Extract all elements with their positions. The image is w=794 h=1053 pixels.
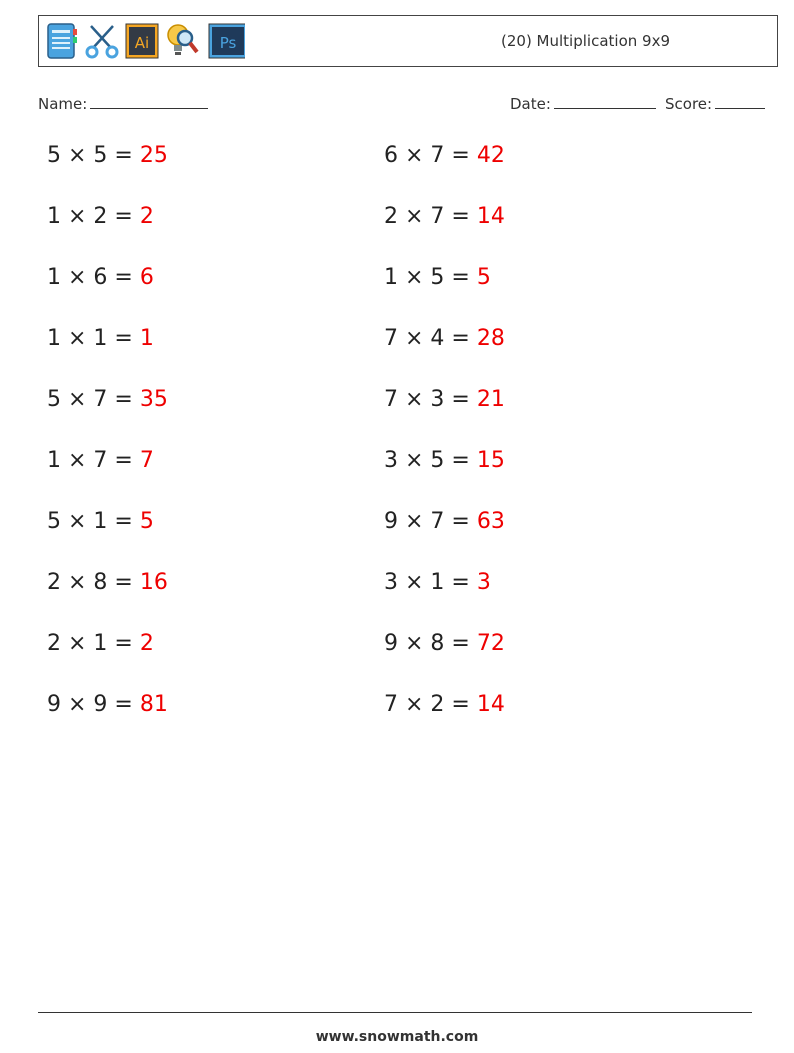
problem-question: 1 × 5 = (384, 265, 477, 290)
problem-answer: 5 (139, 509, 154, 534)
problem-answer: 5 (476, 265, 491, 290)
problem-answer: 21 (476, 387, 505, 412)
lightbulb-magnifier-icon (165, 22, 199, 60)
date-blank[interactable] (554, 94, 656, 109)
problem-item (47, 692, 168, 717)
problem-answer: 35 (139, 387, 168, 412)
name-label: Name: (38, 95, 88, 113)
problem-answer: 14 (476, 692, 505, 717)
score-label: Score: (665, 95, 713, 113)
problem-question: 2 × 1 = (47, 631, 140, 656)
problem-item (384, 509, 505, 534)
problem-item (47, 509, 154, 534)
problem-item (47, 387, 168, 412)
problem-question: 9 × 8 = (384, 631, 477, 656)
problem-answer: 14 (476, 204, 505, 229)
problem-item (47, 143, 168, 168)
problem-answer: 3 (476, 570, 491, 595)
date-label: Date: (510, 95, 551, 113)
problem-item (384, 265, 491, 290)
icon-strip (45, 21, 245, 61)
photoshop-label: Ps (219, 34, 237, 52)
problem-question: 7 × 3 = (384, 387, 477, 412)
problem-question: 2 × 7 = (384, 204, 477, 229)
problem-item (47, 570, 168, 595)
problem-item (47, 204, 154, 229)
date-field (510, 94, 656, 113)
illustrator-label: Ai (134, 34, 150, 52)
problem-item (384, 143, 505, 168)
problem-answer: 72 (476, 631, 505, 656)
problem-question: 3 × 1 = (384, 570, 477, 595)
name-blank[interactable] (90, 94, 208, 109)
problem-item (47, 265, 154, 290)
problem-question: 5 × 1 = (47, 509, 140, 534)
footer-url: www.snowmath.com (315, 1029, 479, 1045)
problem-item (384, 387, 505, 412)
problem-question: 6 × 7 = (384, 143, 477, 168)
score-field (665, 94, 765, 113)
problem-item (47, 631, 154, 656)
problem-question: 9 × 9 = (47, 692, 140, 717)
problem-question: 3 × 5 = (384, 448, 477, 473)
problem-question: 5 × 7 = (47, 387, 140, 412)
problem-item (384, 448, 505, 473)
footer-divider (38, 1012, 752, 1013)
problem-question: 1 × 2 = (47, 204, 140, 229)
problem-answer: 7 (139, 448, 154, 473)
problem-question: 1 × 6 = (47, 265, 140, 290)
problem-item (384, 692, 505, 717)
name-field (38, 94, 208, 113)
problem-item (384, 631, 505, 656)
problem-question: 7 × 4 = (384, 326, 477, 351)
worksheet-title: (20) Multiplication 9x9 (501, 32, 670, 50)
problem-item (47, 326, 154, 351)
problem-answer: 2 (139, 631, 154, 656)
score-blank[interactable] (715, 94, 765, 109)
illustrator-icon (125, 22, 159, 60)
problem-question: 7 × 2 = (384, 692, 477, 717)
problem-answer: 63 (476, 509, 505, 534)
problem-answer: 81 (139, 692, 168, 717)
problem-question: 1 × 1 = (47, 326, 140, 351)
worksheet-header (38, 15, 778, 67)
scissors-icon (85, 22, 119, 60)
problem-item (384, 204, 505, 229)
problem-answer: 2 (139, 204, 154, 229)
problem-question: 5 × 5 = (47, 143, 140, 168)
problem-answer: 16 (139, 570, 168, 595)
problem-answer: 15 (476, 448, 505, 473)
problem-question: 2 × 8 = (47, 570, 140, 595)
problem-answer: 1 (139, 326, 154, 351)
problem-item (384, 570, 491, 595)
photoshop-icon (205, 22, 245, 60)
problem-item (47, 448, 154, 473)
problem-answer: 42 (476, 143, 505, 168)
problem-answer: 25 (139, 143, 168, 168)
notebook-icon (45, 22, 79, 60)
problem-answer: 28 (476, 326, 505, 351)
problem-answer: 6 (139, 265, 154, 290)
problem-question: 1 × 7 = (47, 448, 140, 473)
problem-question: 9 × 7 = (384, 509, 477, 534)
problem-item (384, 326, 505, 351)
